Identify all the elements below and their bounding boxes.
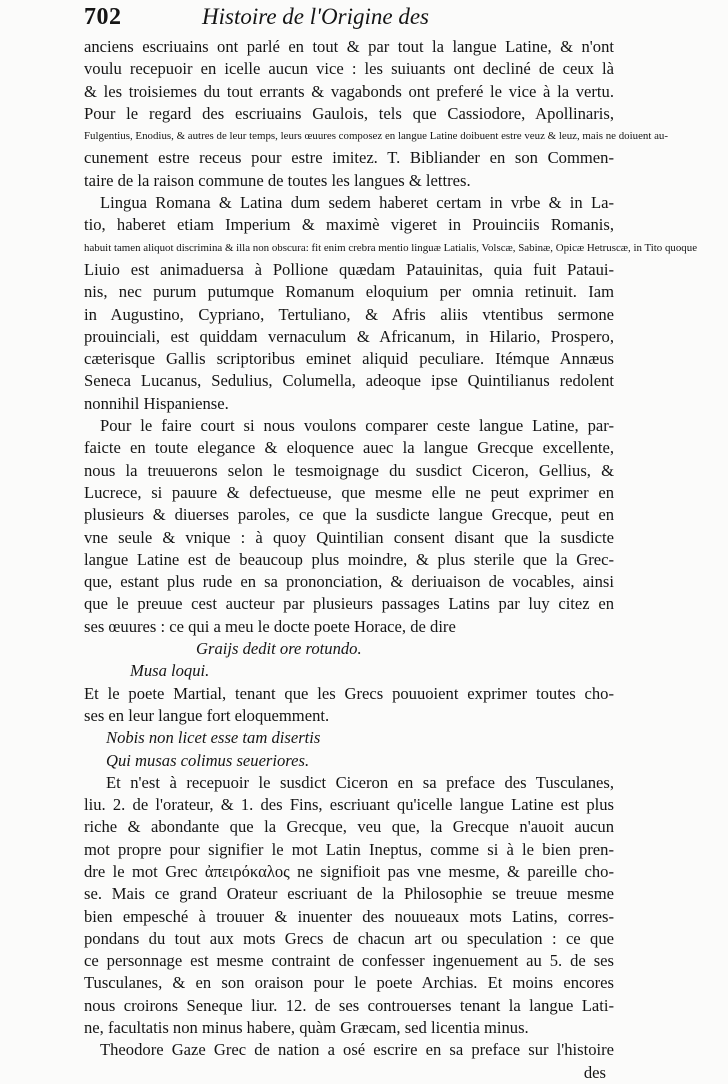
text-line: in Augustino, Cypriano, Tertuliano, & Afris aliis vtentibus sermone [84, 304, 614, 324]
page-number: 702 [84, 4, 122, 30]
text-line: anciens escriuains ont parlé en tout & par tout la langue Latine, & n'ont [84, 37, 614, 56]
text-line: Lingua Romana & Latina dum sedem haberet certam in vrbe & in La- [100, 193, 614, 213]
text-line: liu. 2. de l'orateur, & 1. des Fins, escriuant qu'icelle langue Latine est plus [84, 795, 614, 815]
text-line: mot propre pour signifier le mot Latin Ineptus, comme si à le bien pren- [84, 839, 614, 859]
text-line: ce personnage est mesme contraint de confesser ingenuement au 5. de ses [84, 951, 614, 971]
text-line: se. Mais ce grand Orateur escriuant de la Philosophie se treuue mesme [84, 884, 614, 904]
text-line: langue Latine est de beaucoup plus moindre, & plus sterile que la Grec- [84, 549, 614, 569]
text-line: Pour le regard des escriuains Gaulois, tels que Cassiodore, Apollinaris, [84, 103, 614, 123]
text-line: que le preuue cest aucteur par plusieurs passages Latins par luy citez en [84, 594, 614, 614]
text-line: cæterisque Gallis scriptoribus eminet aliquid peculiare. Itémque Annæus [84, 349, 614, 369]
text-line: Pour le faire court si nous voulons comparer ceste langue Latine, par- [100, 416, 614, 436]
text-line: nis, nec purum putumque Romanum eloquium per omnia retinuit. Iam [84, 282, 614, 302]
text-line: bien empesché à trouuer & inuenter des nouueaux mots Latins, corres- [84, 906, 614, 926]
text-line: tio, haberet etiam Imperium & maximè vigeret in Prouinciis Romanis, [84, 215, 614, 235]
verse-line: Graijs dedit ore rotundo. [196, 639, 362, 659]
text-line: prouinciali, est quiddam vernaculum & Africanum, in Hilario, Prospero, [84, 326, 614, 346]
text-line: & les troisiemes du tout errants & vagabonds ont preferé le vice à la vertu. [84, 81, 614, 101]
text-line: dre le mot Grec ἀπειρόκαλος ne signifioit pas vne mesme, & pareille cho- [84, 861, 614, 881]
text-line: Et le poete Martial, tenant que les Grecs pouuoient exprimer toutes cho- [84, 683, 614, 703]
text-line: ne, facultatis non minus habere, quàm Græcam, sed licentia minus. [84, 1018, 529, 1038]
text-line: que, estant plus rude en sa prononciation, & deriuaison de vocables, ainsi [84, 572, 614, 592]
text-line: Tusculanes, & en son oraison pour le poete Archias. Et moins encores [84, 973, 614, 993]
text-line: habuit tamen aliquot discrimina & illa non obscura: fit enim crebra mentio linguæ Latialis, Volscæ, Sabinæ, Opicæ Hetruscæ, in Tito quoque [84, 241, 698, 254]
text-line: Fulgentius, Enodius, & autres de leur temps, leurs œuures composez en langue Latine doibuent estre veuz & leuz, mais ne doiuent au- [84, 130, 669, 143]
text-line: vne seule & vnique : à quoy Quintilian consent disant que la susdicte [84, 527, 614, 547]
text-line: ses œuures : ce qui a meu le docte poete Horace, de dire [84, 616, 456, 636]
text-line: ses en leur langue fort eloquemment. [84, 705, 330, 725]
verse-line: Qui musas colimus seueriores. [106, 750, 310, 770]
page-header [84, 4, 604, 34]
text-line: pondans du tout aux mots Grecs de chacun art ou speculation : ce que [84, 928, 614, 948]
verse-line: Musa loqui. [130, 661, 210, 681]
text-line: nous la treuuerons selon le tesmoignage du susdict Ciceron, Gellius, & [84, 460, 614, 480]
text-line: voulu recepuoir en icelle aucun vice : les suiuants ont decliné de ceux là [84, 59, 614, 79]
text-line: Theodore Gaze Grec de nation a osé escrire en sa preface sur l'histoire [100, 1040, 614, 1060]
text-line: Et n'est à recepuoir le susdict Ciceron en sa preface des Tusculanes, [106, 772, 614, 792]
text-line: nous croirons Seneque liur. 12. de ses controuerses tenant la langue Lati- [84, 995, 614, 1015]
catchword: des [583, 1062, 606, 1082]
text-line: riche & abondante que la Grecque, veu que, la Grecque n'auoit aucun [84, 817, 614, 837]
text-line: cunement estre receus pour estre imitez. T. Bibliander en son Commen- [84, 148, 614, 168]
text-line: taire de la raison commune de toutes les langues & lettres. [84, 170, 471, 190]
text-body [84, 36, 698, 1084]
text-line: plusieurs & diuerses paroles, ce que la susdicte langue Grecque, peut en [84, 505, 614, 525]
text-line: Liuio est animaduersa à Pollione quædam Patauinitas, quia fuit Pataui- [84, 259, 614, 279]
text-line: Seneca Lucanus, Sedulius, Columella, adeoque ipse Quintilianus redolent [84, 371, 614, 391]
text-line: nonnihil Hispaniense. [84, 393, 229, 413]
verse-line: Nobis non licet esse tam disertis [106, 728, 321, 748]
text-line: Lucrece, si pauure & defectueuse, que mesme elle ne peut exprimer en [84, 482, 614, 502]
running-title: Histoire de l'Origine des [202, 4, 430, 29]
text-line: faicte en toute elegance & eloquence auec la langue Grecque excellente, [84, 438, 614, 458]
